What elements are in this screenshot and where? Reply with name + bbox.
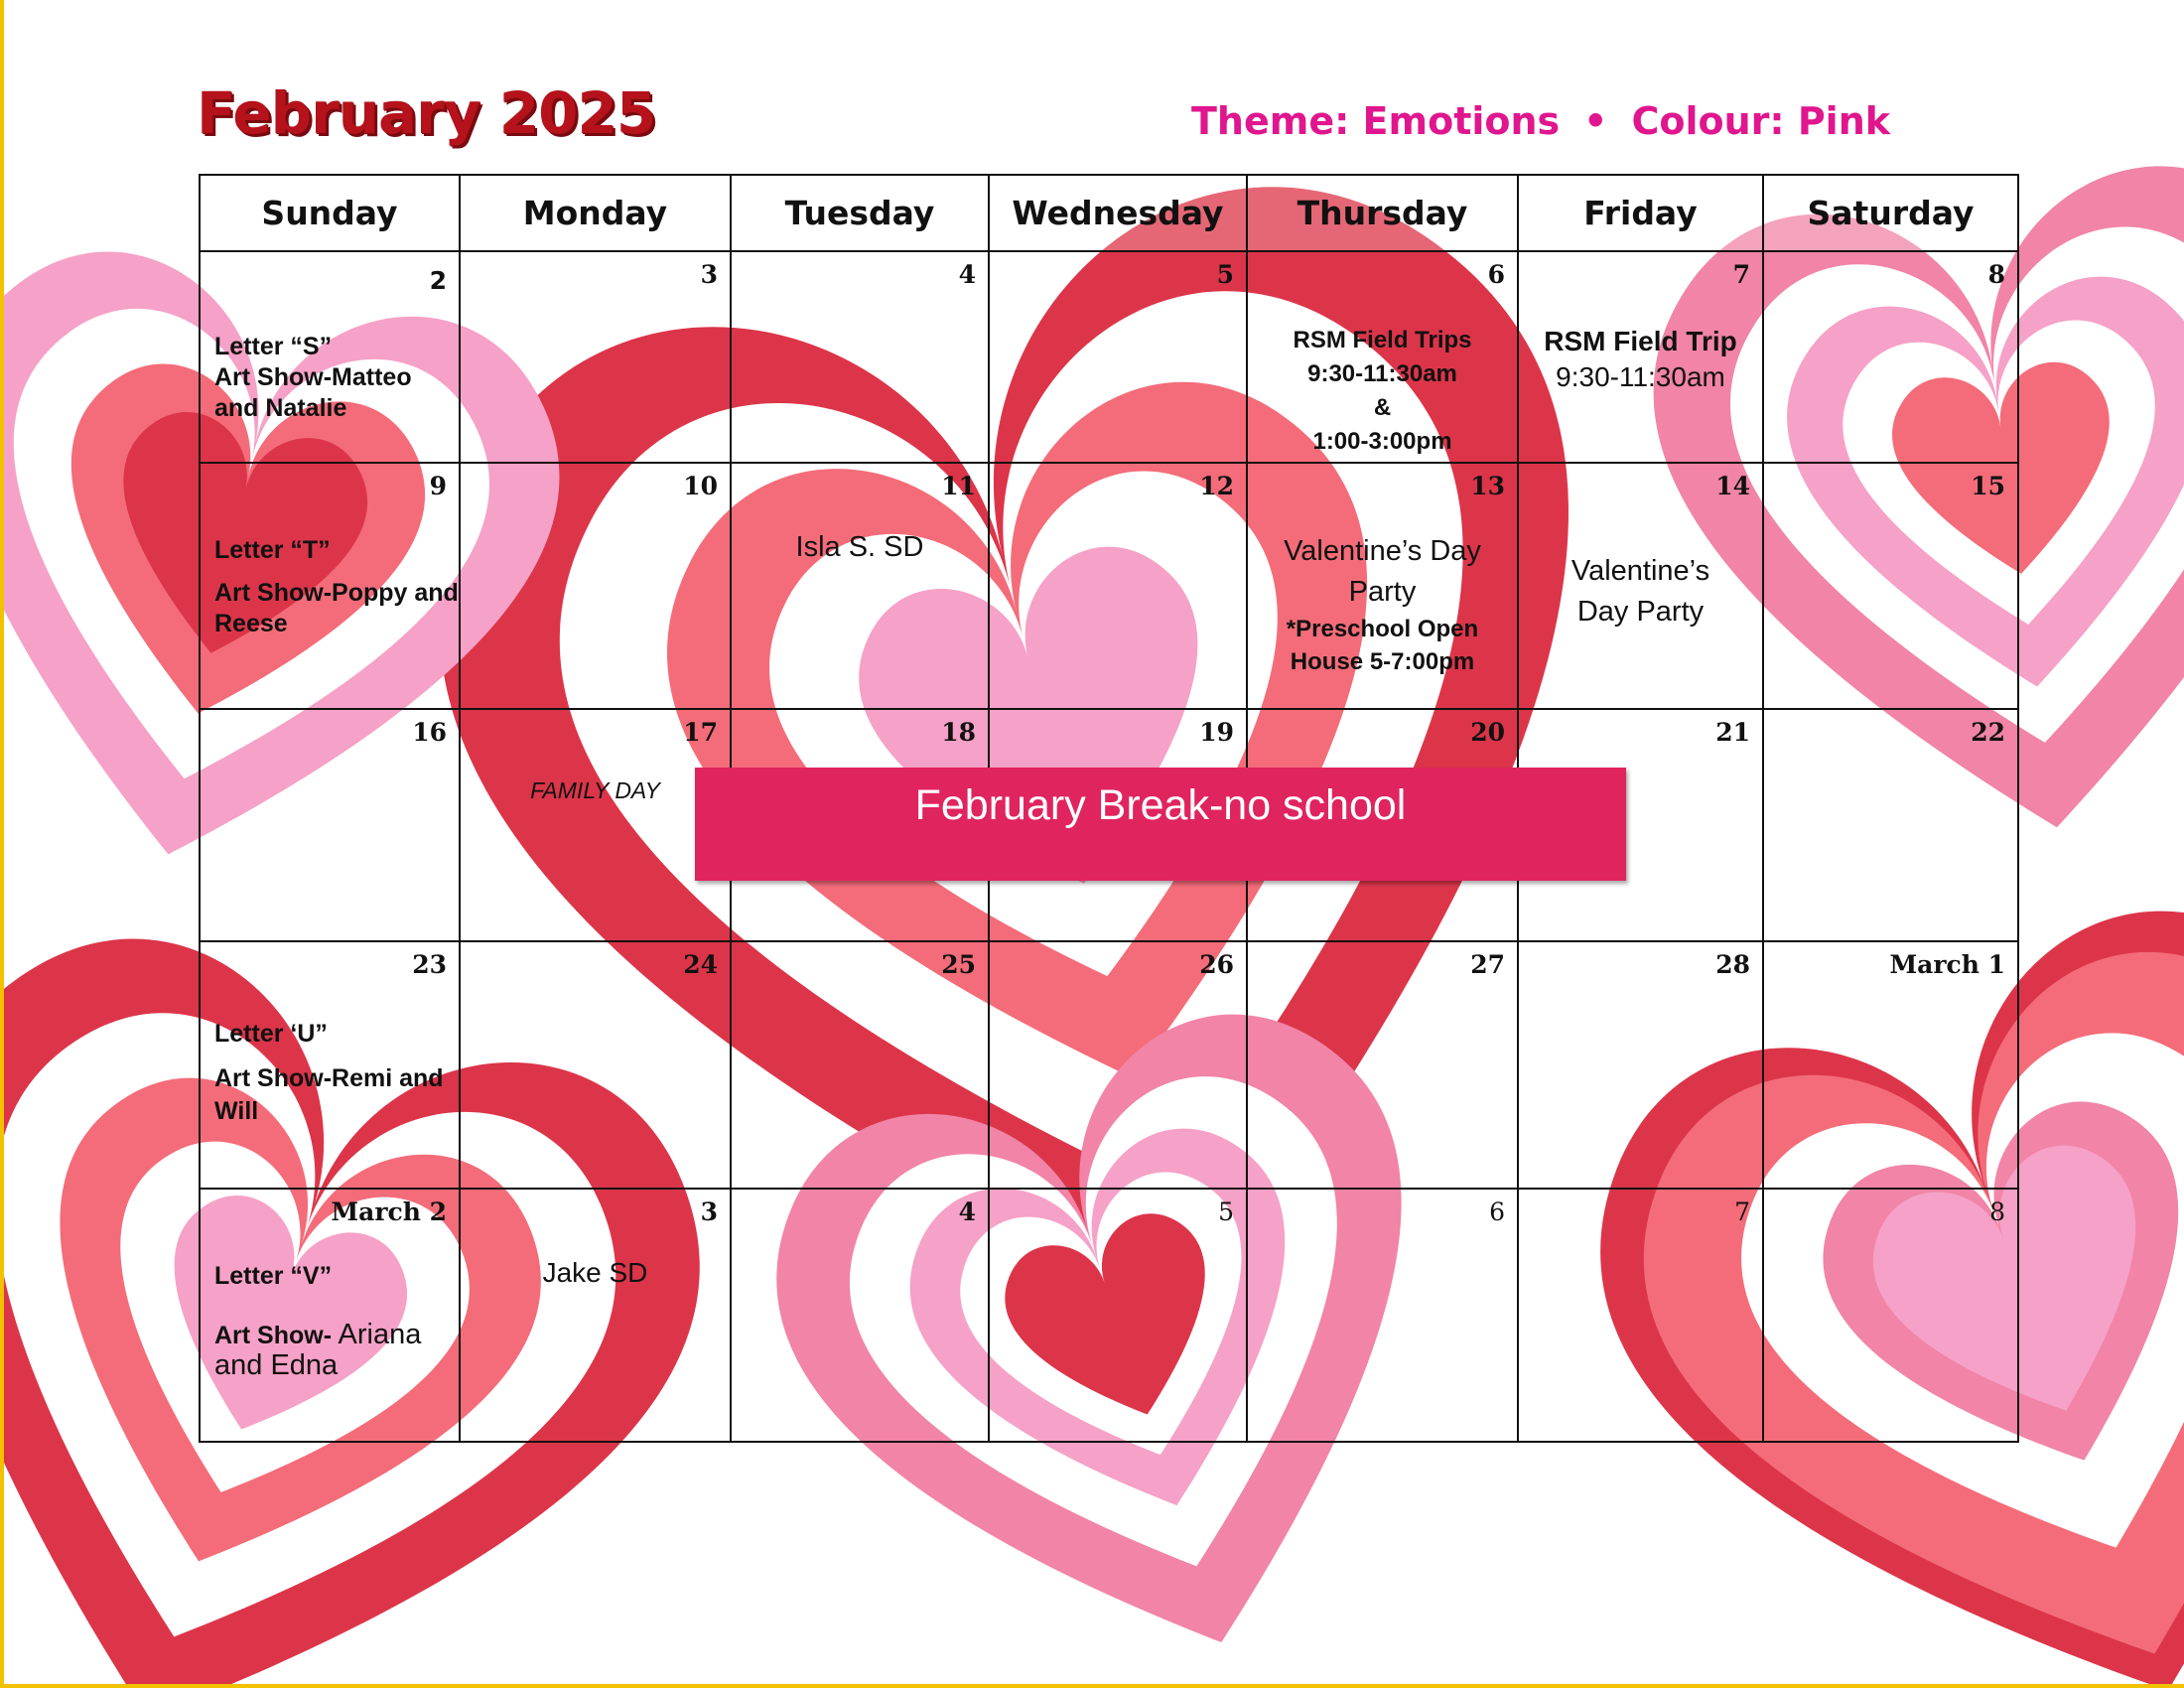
day-number: 20 <box>1470 718 1505 748</box>
event-line: 9:30-11:30am <box>1307 360 1457 388</box>
event-line: Valentine’s <box>1570 555 1710 588</box>
event-line: Reese <box>214 610 288 638</box>
week-row-2 <box>200 463 2018 709</box>
day-number: 8 <box>1987 260 2005 290</box>
event-line: 9:30-11:30am <box>1556 361 1725 393</box>
weekday-sunday: Sunday <box>200 175 460 251</box>
day-event <box>214 535 459 639</box>
day-number: 28 <box>1715 949 1750 979</box>
event-line: and Edna <box>214 1348 339 1381</box>
day-number: 13 <box>1470 472 1505 501</box>
day-number: 3 <box>700 260 718 290</box>
day-cell <box>1518 1189 1763 1442</box>
event-line: 1:00-3:00pm <box>1312 428 1452 456</box>
day-event: FAMILY DAY <box>530 777 660 804</box>
day-cell <box>460 463 731 709</box>
day-cell <box>731 463 989 709</box>
weekday-friday: Friday <box>1518 175 1763 251</box>
day-cell <box>200 709 460 940</box>
event-line: Art Show-Remi and <box>214 1063 444 1092</box>
event-line: Art Show- <box>214 1321 333 1349</box>
event-line: RSM Field Trip <box>1544 326 1737 357</box>
day-cell <box>460 251 731 463</box>
day-number: 17 <box>683 718 718 748</box>
day-cell <box>731 941 989 1189</box>
event-line: & <box>1373 394 1392 422</box>
day-number: 19 <box>1199 718 1234 748</box>
day-cell <box>200 463 460 709</box>
weekday-header-row <box>200 175 2018 251</box>
day-number: 6 <box>1489 1196 1505 1226</box>
event-line: Letter ‘U” <box>214 1019 328 1048</box>
day-number: 24 <box>683 949 718 979</box>
theme-colour-line <box>1191 99 1890 143</box>
event-line: Party <box>1348 576 1417 609</box>
day-number: 8 <box>1989 1196 2005 1226</box>
day-number: 7 <box>1732 260 1750 290</box>
day-number: 23 <box>412 949 447 979</box>
day-cell <box>989 251 1247 463</box>
day-event <box>214 1018 444 1128</box>
event-line: Ariana <box>332 1318 422 1350</box>
weekday-tuesday: Tuesday <box>731 175 989 251</box>
calendar-title: February 2025 <box>197 79 656 147</box>
day-number: 6 <box>1487 260 1505 290</box>
day-number: 4 <box>958 260 976 290</box>
day-number: 4 <box>958 1196 976 1226</box>
day-number: 9 <box>429 472 447 501</box>
day-event <box>1519 551 1762 633</box>
day-event <box>214 332 412 424</box>
day-cell <box>200 251 460 463</box>
event-line: Letter “V” <box>214 1261 333 1290</box>
day-cell <box>1518 941 1763 1189</box>
day-number: March 2 <box>331 1196 447 1226</box>
day-cell <box>731 1189 989 1442</box>
event-line: Valentine’s Day <box>1284 535 1481 568</box>
day-event <box>1248 324 1517 459</box>
day-cell <box>1763 1189 2018 1442</box>
day-number: 21 <box>1715 718 1750 748</box>
event-line: Letter “S” <box>214 333 333 361</box>
day-number: 22 <box>1971 718 2005 748</box>
week-row-4 <box>200 941 2018 1189</box>
day-number: 18 <box>941 718 976 748</box>
day-event <box>1248 531 1517 678</box>
day-number: 12 <box>1199 472 1234 501</box>
day-cell <box>1763 251 2018 463</box>
day-cell <box>989 463 1247 709</box>
event-line: *Preschool Open <box>1286 616 1479 643</box>
day-cell <box>989 941 1247 1189</box>
weekday-monday: Monday <box>460 175 731 251</box>
day-number: 5 <box>1216 260 1234 290</box>
day-cell <box>1247 941 1518 1189</box>
day-cell <box>1518 251 1763 463</box>
day-event: Jake SD <box>542 1256 648 1288</box>
day-number: 14 <box>1715 472 1750 501</box>
day-cell <box>460 709 731 940</box>
day-number: 5 <box>1218 1196 1234 1226</box>
event-line: RSM Field Trips <box>1293 327 1472 354</box>
day-number: 11 <box>941 472 976 501</box>
weekday-thursday: Thursday <box>1247 175 1518 251</box>
day-cell <box>1518 463 1763 709</box>
day-event <box>1519 324 1762 395</box>
weekday-saturday: Saturday <box>1763 175 2018 251</box>
day-number: 2 <box>429 266 447 296</box>
day-cell <box>460 1189 731 1442</box>
day-number: 25 <box>941 949 976 979</box>
day-cell <box>1763 941 2018 1189</box>
february-break-banner: February Break-no school <box>695 768 1626 881</box>
day-number: 3 <box>700 1196 718 1226</box>
theme-label: Theme: Emotions <box>1191 99 1561 143</box>
event-line: Art Show-Matteo <box>214 363 412 392</box>
day-number: March 1 <box>1889 949 2005 979</box>
day-number: 15 <box>1971 472 2005 501</box>
event-line: House 5-7:00pm <box>1290 648 1475 676</box>
event-line: Day Party <box>1576 596 1705 629</box>
event-line: and Natalie <box>214 394 347 423</box>
day-number: 16 <box>412 718 447 748</box>
day-number: 26 <box>1199 949 1234 979</box>
day-cell <box>200 941 460 1189</box>
day-cell <box>1247 1189 1518 1442</box>
colour-label: Colour: Pink <box>1631 99 1891 143</box>
day-number: 10 <box>683 472 718 501</box>
day-cell <box>1247 251 1518 463</box>
event-line: Letter “T” <box>214 536 331 565</box>
day-cell <box>1763 709 2018 940</box>
day-cell <box>200 1189 460 1442</box>
day-cell <box>731 251 989 463</box>
day-cell <box>1763 463 2018 709</box>
event-line: Art Show-Poppy and <box>214 579 459 608</box>
day-event <box>214 1261 421 1380</box>
day-cell <box>989 1189 1247 1442</box>
day-number: 7 <box>1734 1196 1750 1226</box>
weekday-wednesday: Wednesday <box>989 175 1247 251</box>
week-row-5 <box>200 1189 2018 1442</box>
day-cell <box>460 941 731 1189</box>
day-event: Isla S. SD <box>795 531 924 564</box>
separator-dot: • <box>1583 99 1608 143</box>
event-line: Will <box>214 1096 259 1125</box>
week-row-1 <box>200 251 2018 463</box>
day-cell <box>1247 463 1518 709</box>
day-number: 27 <box>1470 949 1505 979</box>
